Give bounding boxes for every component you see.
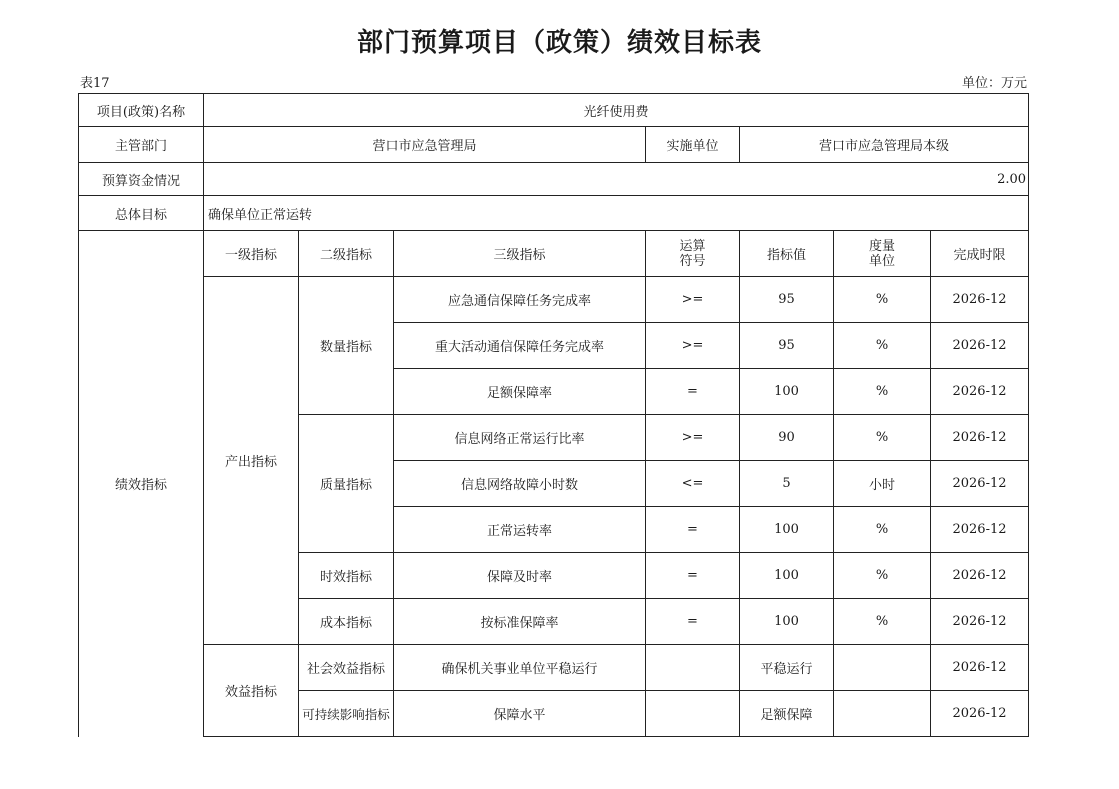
- row-op: =: [646, 553, 740, 599]
- row-unit: %: [834, 599, 931, 645]
- row-unit: 小时: [834, 461, 931, 507]
- row-value: 足额保障: [740, 691, 834, 737]
- header-level2: 二级指标: [299, 231, 394, 277]
- row-deadline: 2026-12: [931, 599, 1029, 645]
- row-unit: %: [834, 415, 931, 461]
- row-unit: %: [834, 277, 931, 323]
- row-deadline: 2026-12: [931, 645, 1029, 691]
- row-value: 100: [740, 553, 834, 599]
- row-name: 保障水平: [394, 691, 646, 737]
- page-title: 部门预算项目（政策）绩效目标表: [356, 28, 762, 58]
- project-name-label: 项目(政策)名称: [79, 94, 204, 127]
- row-value: 95: [740, 277, 834, 323]
- header-level3: 三级指标: [394, 231, 646, 277]
- performance-table: [78, 93, 1029, 737]
- header-operator: [646, 231, 740, 277]
- row-unit: %: [834, 369, 931, 415]
- group-social: 社会效益指标: [299, 645, 394, 691]
- row-op: [646, 691, 740, 737]
- row-value: 平稳运行: [740, 645, 834, 691]
- goal-row: [79, 196, 1029, 231]
- row-name: 信息网络正常运行比率: [394, 415, 646, 461]
- row-name: 信息网络故障小时数: [394, 461, 646, 507]
- row-op: >=: [646, 415, 740, 461]
- impl-label: 实施单位: [646, 127, 740, 163]
- row-value: 100: [740, 369, 834, 415]
- header-deadline: 完成时限: [931, 231, 1029, 277]
- header-operator-line2: 符号: [679, 253, 706, 269]
- row-op: =: [646, 369, 740, 415]
- row-op: [646, 645, 740, 691]
- row-unit: [834, 645, 931, 691]
- row-name: 重大活动通信保障任务完成率: [394, 323, 646, 369]
- dept-value: 营口市应急管理局: [204, 127, 646, 163]
- table-number: 表17: [80, 76, 110, 91]
- project-name: 光纤使用费: [204, 94, 1029, 127]
- row-unit: [834, 691, 931, 737]
- row-name: 确保机关事业单位平稳运行: [394, 645, 646, 691]
- row-op: <=: [646, 461, 740, 507]
- row-op: =: [646, 599, 740, 645]
- goal-label: 总体目标: [79, 196, 204, 231]
- row-op: >=: [646, 323, 740, 369]
- header-unit-line1: 度量: [868, 238, 895, 254]
- header-unit: [834, 231, 931, 277]
- row-deadline: 2026-12: [931, 553, 1029, 599]
- row-deadline: 2026-12: [931, 415, 1029, 461]
- budget-row: [79, 163, 1029, 196]
- row-unit: %: [834, 553, 931, 599]
- row-value: 90: [740, 415, 834, 461]
- row-deadline: 2026-12: [931, 507, 1029, 553]
- row-name: 应急通信保障任务完成率: [394, 277, 646, 323]
- row-name: 正常运转率: [394, 507, 646, 553]
- unit-label: 单位：万元: [961, 76, 1027, 91]
- table-row: [79, 645, 1029, 691]
- row-unit: %: [834, 323, 931, 369]
- header-value: 指标值: [740, 231, 834, 277]
- row-deadline: 2026-12: [931, 323, 1029, 369]
- dept-label: 主管部门: [79, 127, 204, 163]
- row-value: 5: [740, 461, 834, 507]
- goal-value: 确保单位正常运转: [204, 196, 1029, 231]
- row-value: 100: [740, 599, 834, 645]
- budget-value: 2.00: [204, 163, 1029, 196]
- group-output: 产出指标: [204, 277, 299, 645]
- row-value: 100: [740, 507, 834, 553]
- group-quantity: 数量指标: [299, 277, 394, 415]
- budget-label: 预算资金情况: [79, 163, 204, 196]
- row-deadline: 2026-12: [931, 277, 1029, 323]
- row-name: 按标准保障率: [394, 599, 646, 645]
- group-sustain: 可持续影响指标: [299, 691, 394, 737]
- header-level1: 一级指标: [204, 231, 299, 277]
- row-op: =: [646, 507, 740, 553]
- row-deadline: 2026-12: [931, 369, 1029, 415]
- header-unit-line2: 单位: [868, 253, 895, 269]
- row-deadline: 2026-12: [931, 691, 1029, 737]
- row-name: 保障及时率: [394, 553, 646, 599]
- group-quality: 质量指标: [299, 415, 394, 553]
- row-unit: %: [834, 507, 931, 553]
- header-operator-line1: 运算: [679, 238, 706, 254]
- row-deadline: 2026-12: [931, 461, 1029, 507]
- impl-value: 营口市应急管理局本级: [740, 127, 1029, 163]
- perf-label: 绩效指标: [79, 231, 204, 737]
- project-name-row: [79, 94, 1029, 127]
- row-op: >=: [646, 277, 740, 323]
- group-benefit: 效益指标: [204, 645, 299, 737]
- dept-row: [79, 127, 1029, 163]
- group-timeliness: 时效指标: [299, 553, 394, 599]
- table-row: [79, 277, 1029, 323]
- row-value: 95: [740, 323, 834, 369]
- group-cost: 成本指标: [299, 599, 394, 645]
- row-name: 足额保障率: [394, 369, 646, 415]
- header-row: [79, 231, 1029, 277]
